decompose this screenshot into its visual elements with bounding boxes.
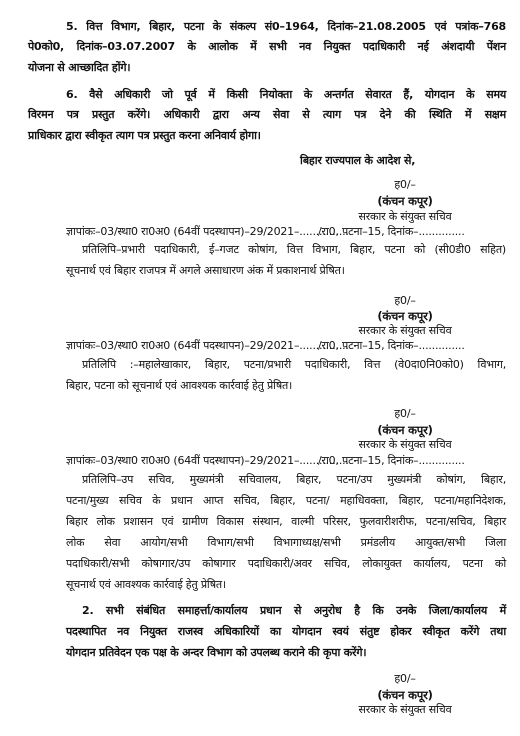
para6-line1: 6. वैसे अधिकारी जो पूर्व में किसी नियोक्ता के अन्तर्गत सेवारत हैं, योगदान के समय xyxy=(66,88,506,101)
signatory-designation: सरकार के संयुक्त सचिव xyxy=(358,324,452,337)
memo-number: ज्ञापांकः–03/स्था0 रा0अ0 (64वीं पदस्थापन)–29/2021–............... xyxy=(66,454,349,467)
memo-number: ज्ञापांकः–03/स्था0 रा0अ0 (64वीं पदस्थापन)–29/2021–............... xyxy=(66,225,349,238)
memo-place-date: /रा0, पटना–15, दिनांक–.............. xyxy=(318,225,465,238)
copy3-line1: प्रतिलिपि–उप सचिव, मुख्यमंत्री सचिवालय, बिहार, पटना/उप मुख्यमंत्री कोषांग, बिहार, xyxy=(82,473,506,486)
signature-mark: ह0/– xyxy=(394,294,416,307)
copy1-line2: सूचनार्थ एवं बिहार राजपत्र में अगले असाधारण अंक में प्रकाशनार्थ प्रेषित। xyxy=(66,264,345,277)
signatory-name: (कंचन कपूर) xyxy=(377,194,433,208)
para2-line3: योगदान प्रतिवेदन एक पक्ष के अन्दर विभाग को उपलब्ध कराने की कृपा करेंगे। xyxy=(66,646,367,659)
para5-line1: 5. वित्त विभाग, बिहार, पटना के संकल्प सं0–1964, दिनांक–21.08.2005 एवं पत्रांक–768 xyxy=(66,20,506,33)
signature-mark: ह0/– xyxy=(394,178,416,191)
signatory-name: (कंचन कपूर) xyxy=(377,423,433,437)
para5-line2: पे0को0, दिनांक–03.07.2007 के आलोक में सभी नव नियुक्त पदाधिकारी नई अंशदायी पेंशन xyxy=(28,40,506,53)
copy3-line4: लोक सेवा आयोग/सभी विभाग/सभी विभागाध्यक्ष/सभी प्रमंडलीय आयुक्त/सभी जिला xyxy=(66,536,506,549)
signatory-designation: सरकार के संयुक्त सचिव xyxy=(358,703,452,716)
signatory-name: (कंचन कपूर) xyxy=(377,309,433,323)
copy3-line2: पटना/मुख्य सचिव के प्रधान आप्त सचिव, बिहार, पटना/ महाधिवक्ता, बिहार, पटना/महानिदेशक, xyxy=(66,494,506,507)
para6-line3: प्राधिकार द्वारा स्वीकृत त्याग पत्र प्रस्तुत करना अनिवार्य होगा। xyxy=(28,129,261,142)
signature-mark: ह0/– xyxy=(394,407,416,420)
memo-place-date: /रा0, पटना–15, दिनांक–.............. xyxy=(318,339,465,352)
copy3-line6: सूचनार्थ एवं आवश्यक कार्रवाई हेतु प्रेषित। xyxy=(66,578,226,591)
signatory-designation: सरकार के संयुक्त सचिव xyxy=(358,438,452,451)
copy3-line3: बिहार लोक प्रशासन एवं ग्रामीण विकास संस्थान, वाल्मी परिसर, फुलवारीशरीफ, पटना/सचिव, बिहार xyxy=(66,515,506,528)
para2-line1: 2. सभी संबंधित समाहर्त्ता/कार्यालय प्रधान से अनुरोध है कि उनके जिला/कार्यालय में xyxy=(82,604,506,617)
copy3-line5: पदाधिकारी/सभी कोषागार/उप कोषागार पदाधिकारी/अवर सचिव, लोकायुक्त कार्यालय, पटना को xyxy=(66,557,506,570)
copy2-line1: प्रतिलिपि :–महालेखाकार, बिहार, पटना/प्रभारी पदाधिकारी, वित्त (वे0दा0नि0को0) विभाग, xyxy=(82,358,506,371)
copy1-line1: प्रतिलिपि–प्रभारी पदाधिकारी, ई–गजट कोषांग, वित्त विभाग, बिहार, पटना को (सी0डी0 सहित) xyxy=(82,243,506,256)
para5-line3: योजना से आच्छादित होंगे। xyxy=(28,61,131,74)
memo-place-date: /रा0, पटना–15, दिनांक–.............. xyxy=(318,454,465,467)
signature-mark: ह0/– xyxy=(394,672,416,685)
para2-line2: पदस्थापित नव नियुक्त राजस्व अधिकारियों का योगदान स्वयं संतुष्ट होकर स्वीकृत करेंगे तथा xyxy=(66,625,506,638)
memo-number: ज्ञापांकः–03/स्था0 रा0अ0 (64वीं पदस्थापन)–29/2021–............... xyxy=(66,339,349,352)
governor-order-line: बिहार राज्यपाल के आदेश से, xyxy=(300,154,416,167)
para6-line2: विरमन पत्र प्रस्तुत करेंगे। अधिकारी द्वारा अन्य सेवा से त्याग पत्र देने की स्थिति में सक्षम xyxy=(28,108,506,121)
signatory-name: (कंचन कपूर) xyxy=(377,688,433,702)
signatory-designation: सरकार के संयुक्त सचिव xyxy=(358,210,452,223)
copy2-line2: बिहार, पटना को सूचनार्थ एवं आवश्यक कार्रवाई हेतु प्रेषित। xyxy=(66,379,293,392)
